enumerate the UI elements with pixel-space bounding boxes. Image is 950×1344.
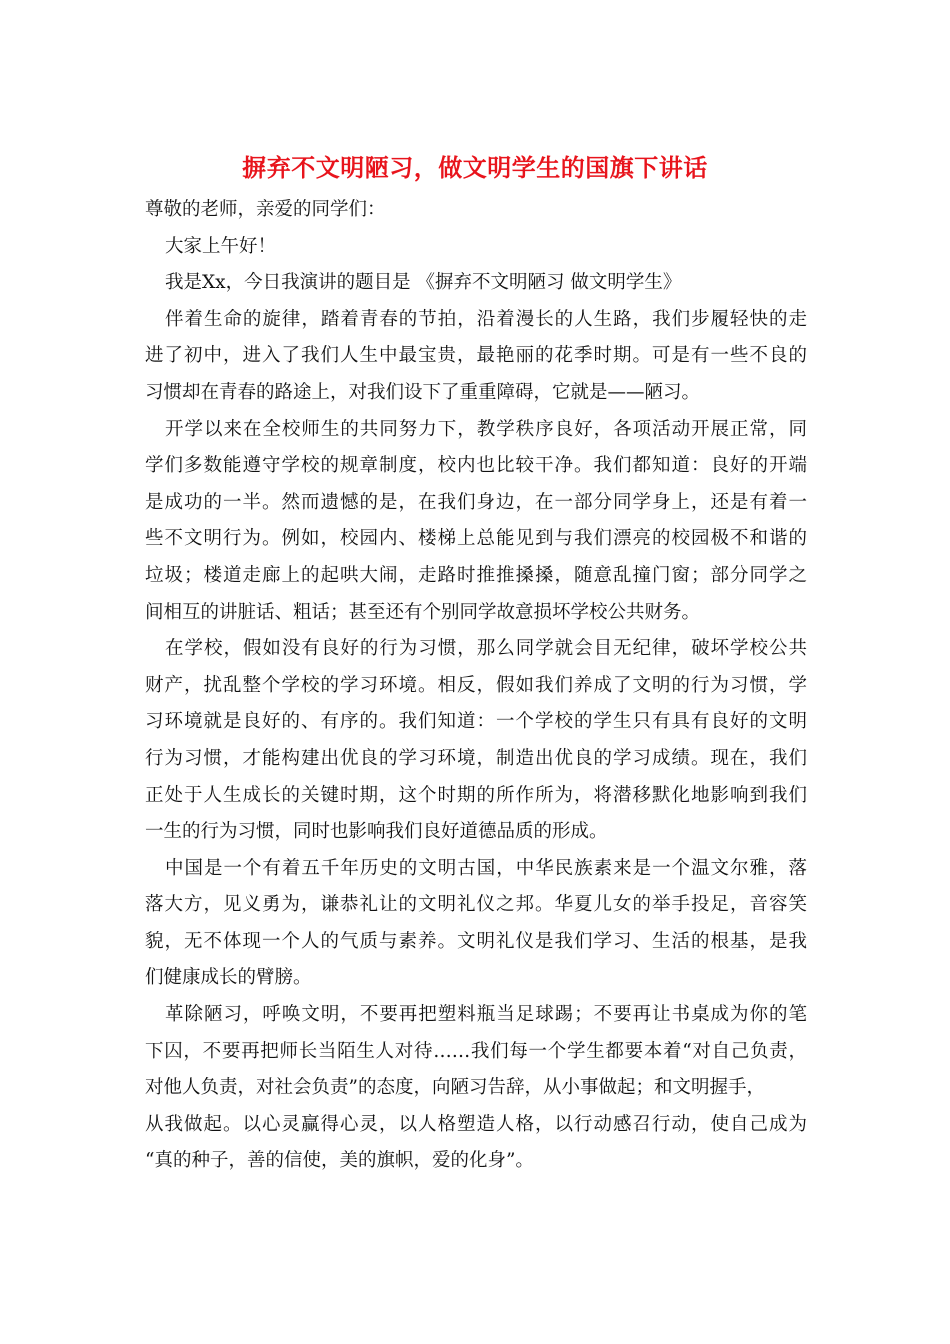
text-line: 开学以来在全校师生的共同努力下，教学秩序良好，各项活动开展正常，同: [165, 418, 807, 440]
text-line: 间相互的讲脏话、粗话；甚至还有个别同学故意损坏学校公共财务。: [145, 601, 701, 623]
text-line: 学们多数能遵守学校的规章制度，校内也比较干净。我们都知道：良好的开端: [145, 455, 807, 477]
text-line: 革除陋习，呼唤文明，不要再把塑料瓶当足球踢；不要再让书桌成为你的笔: [165, 1004, 807, 1026]
text-line: 些不文明行为。例如，校园内、楼梯上总能见到与我们漂亮的校园极不和谐的: [145, 528, 807, 550]
text-line: 习惯却在青春的路途上，对我们设下了重重障碍，它就是——陋习。: [145, 381, 701, 403]
text-line: 在学校，假如没有良好的行为习惯，那么同学就会目无纪律，破坏学校公共: [165, 638, 807, 660]
text-line: 我是Xx，今日我演讲的题目是 《摒弃不文明陋习 做文明学生》: [165, 272, 682, 294]
document-title: 摒弃不文明陋习，做文明学生的国旗下讲话: [242, 153, 708, 182]
text-line: 对他人负责，对社会负责”的态度，向陋习告辞，从小事做起；和文明握手，: [145, 1077, 765, 1099]
text-line: 们健康成长的臂膀。: [145, 967, 312, 989]
text-line: 大家上午好！: [165, 235, 277, 257]
text-line: 一生的行为习惯，同时也影响我们良好道德品质的形成。: [145, 821, 608, 843]
text-line: “真的种子，善的信使，美的旗帜，爱的化身”。: [145, 1150, 534, 1172]
text-line: 伴着生命的旋律，踏着青春的节拍，沿着漫长的人生路，我们步履轻快的走: [165, 308, 807, 330]
text-line: 习环境就是良好的、有序的。我们知道：一个学校的学生只有具有良好的文明: [145, 711, 807, 733]
text-line: 行为习惯，才能构建出优良的学习环境，制造出优良的学习成绩。现在，我们: [145, 747, 807, 769]
text-line: 中国是一个有着五千年历史的文明古国，中华民族素来是一个温文尔雅，落: [165, 857, 807, 879]
text-line: 正处于人生成长的关键时期，这个时期的所作所为，将潜移默化地影响到我们: [145, 784, 807, 806]
text-line: 下囚，不要再把师长当陌生人对待……我们每一个学生都要本着“对自己负责，: [145, 1040, 807, 1062]
text-line: 垃圾；楼道走廊上的起哄大闹，走路时推推搡搡，随意乱撞门窗；部分同学之: [145, 564, 807, 586]
document-body: [145, 192, 807, 1180]
text-line: 从我做起。以心灵赢得心灵，以人格塑造人格，以行动感召行动，使自己成为: [145, 1113, 807, 1135]
text-line: 财产，扰乱整个学校的学习环境。相反，假如我们养成了文明的行为习惯，学: [145, 674, 807, 696]
text-line: 是成功的一半。然而遗憾的是，在我们身边，在一部分同学身上，还是有着一: [145, 491, 807, 513]
text-line: 尊敬的老师，亲爱的同学们：: [145, 199, 386, 220]
text-line: 进了初中，进入了我们人生中最宝贵，最艳丽的花季时期。可是有一些不良的: [145, 345, 807, 367]
text-line: 貌，无不体现一个人的气质与素养。文明礼仪是我们学习、生活的根基，是我: [145, 930, 807, 952]
text-line: 落大方，见义勇为，谦恭礼让的文明礼仪之邦。华夏儿女的举手投足，音容笑: [145, 894, 807, 916]
